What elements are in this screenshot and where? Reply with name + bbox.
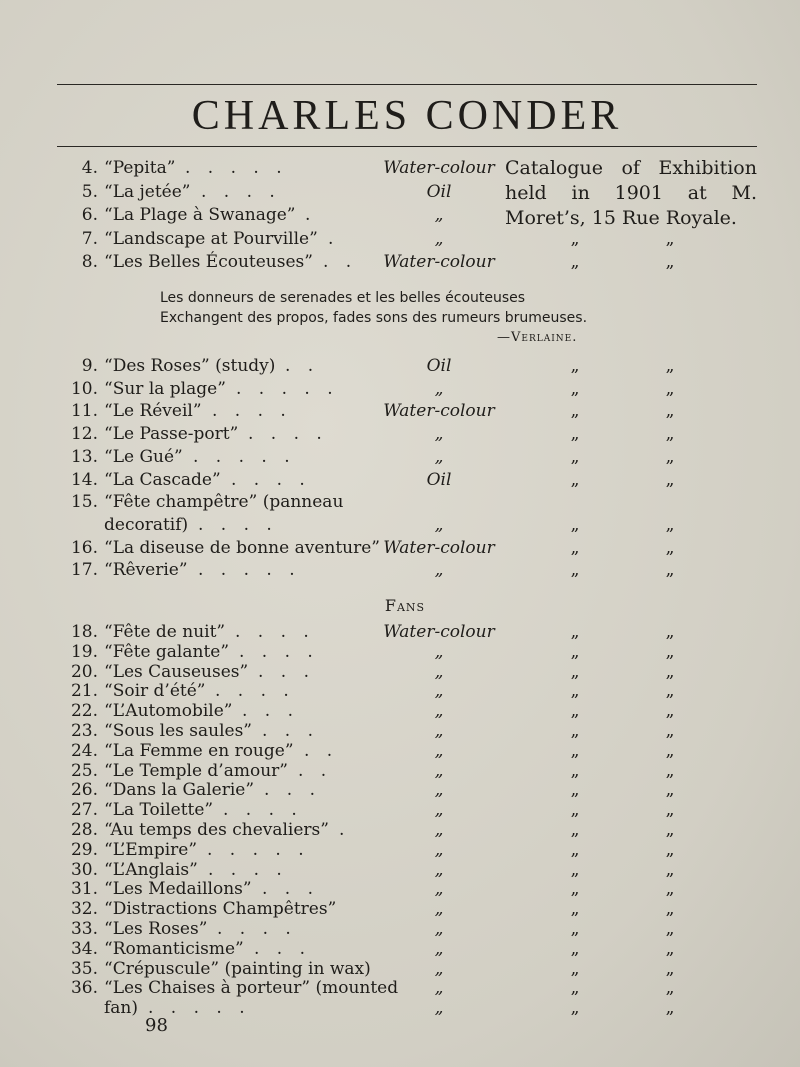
entry-medium: „ [434,998,444,1019]
entry-title: “Pepita” [104,158,176,178]
entry-number: 6. [81,205,98,225]
ditto-mark-col-4: „ [665,228,675,249]
entry-number: 30. [70,859,98,880]
ditto-mark-col-3: „ [570,537,580,558]
entry-number: 28. [70,820,98,840]
leader-dots: . . . . [248,424,328,445]
entry-number: 5. [81,181,98,202]
entry-number: 27. [70,800,98,821]
leader-dots: . . . [258,661,316,682]
entry-number: 32. [70,899,98,920]
ditto-mark-col-3: „ [570,356,580,376]
ditto-mark-col-4: „ [665,701,675,722]
entry-title: “L’Automobile” [104,701,233,722]
ditto-mark-col-3: „ [570,740,580,761]
entry-number: 31. [70,879,98,900]
ditto-mark-col-4: „ [665,469,675,490]
entry-medium: „ [434,681,444,702]
leader-dots: . . . . . [207,839,310,860]
entry-title: “Distractions Champêtres” [104,899,337,920]
entry-title: “Crépuscule” (painting in wax) [104,958,371,979]
entry-title: “Des Roses” (study) [104,356,276,376]
catalogue-entry [0,182,800,206]
ditto-mark-col-4: „ [665,998,675,1019]
ditto-mark-col-3: „ [570,446,580,467]
entry-number: 13. [70,446,98,467]
entry-title: “La Cascade” [104,469,221,490]
entry-number: 26. [70,780,98,801]
ditto-mark-col-4: „ [665,978,675,999]
quote-line-1: Les donneurs de serenades et les belles écouteuses [160,290,526,306]
leader-dots: . . . . [201,181,281,202]
leader-dots: . . . . [215,681,295,702]
leader-dots: . . . . [223,800,303,821]
ditto-mark-col-4: „ [665,780,675,801]
catalogue-entry [0,470,800,494]
ditto-mark-col-3: „ [570,721,580,741]
catalogue-entry [0,538,800,562]
entry-title: “L’Anglais” [104,859,198,880]
ditto-mark-col-3: „ [570,622,580,642]
leader-dots: . . [285,356,320,376]
entry-number: 7. [81,228,98,249]
entry-medium: „ [434,740,444,761]
catalogue-entry [0,401,800,425]
ditto-mark-col-4: „ [665,661,675,682]
leader-dots: . . . . . [193,446,296,467]
catalogue-entry [0,229,800,253]
entry-title: “La Toilette” [104,800,214,821]
catalogue-entry [0,356,800,380]
ditto-mark-col-4: „ [665,899,675,920]
leader-dots: . . . . [212,401,292,422]
entry-title: “La Femme en rouge” [104,740,294,761]
ditto-mark-col-3: „ [570,938,580,959]
entry-medium: Oil [426,356,452,376]
ditto-mark-col-3: „ [570,998,580,1019]
ditto-mark-col-3: „ [570,919,580,939]
ditto-mark-col-4: „ [665,859,675,880]
entry-medium: „ [434,641,444,662]
entry-medium: „ [434,978,444,999]
ditto-mark-col-4: „ [665,252,675,272]
entry-medium: „ [434,899,444,920]
entry-number: 15. [70,492,98,513]
catalogue-entry [0,424,800,448]
entry-number: 19. [70,641,98,662]
catalogue-entry [0,560,800,584]
leader-dots: . [339,820,351,840]
entry-title: “Au temps des chevaliers” [104,820,329,840]
leader-dots: . . . [242,701,300,722]
leader-dots: . . . [262,721,320,741]
entry-medium: „ [434,205,444,225]
entry-number: 29. [70,839,98,860]
leader-dots: . . [323,252,358,272]
entry-medium: „ [434,228,444,249]
quote-line-2: Exchangent des propos, fades sons des rumeurs brumeuses. [160,310,588,326]
entry-title: fan) [104,998,139,1019]
entry-number: 34. [70,938,98,959]
ditto-mark-col-3: „ [570,469,580,490]
leader-dots: . . . . [239,641,319,662]
page-heading: CHARLES CONDER [191,93,623,139]
entry-medium: „ [434,446,444,467]
entry-number: 33. [70,919,98,939]
entry-number: 17. [70,560,98,581]
ditto-mark-col-3: „ [570,859,580,880]
ditto-mark-col-3: „ [570,701,580,722]
exhibition-sidenote: Catalogue of Exhibition held in 1901 at M. Moret’s, 15 Rue Royale. [505,157,757,229]
ditto-mark-col-4: „ [665,740,675,761]
leader-dots: . . . . [198,514,278,535]
ditto-mark-col-4: „ [665,879,675,900]
leader-dots: . . [298,760,333,781]
ditto-mark-col-4: „ [665,958,675,979]
ditto-mark-col-4: „ [665,356,675,376]
entry-number: 11. [70,401,98,422]
ditto-mark-col-3: „ [570,820,580,840]
entry-medium: Oil [426,469,452,490]
entry-medium: „ [434,919,444,939]
entry-title: “Landscape at Pourville” [104,228,318,249]
catalogue-entry [0,158,800,182]
entry-medium: „ [434,820,444,840]
entry-number: 16. [70,537,98,558]
entry-title: decoratif) [104,514,189,535]
ditto-mark-col-3: „ [570,424,580,445]
ditto-mark-col-4: „ [665,424,675,445]
leader-dots: . . . [254,938,312,959]
ditto-mark-col-3: „ [570,661,580,682]
entry-medium: „ [434,780,444,801]
ditto-mark-col-3: „ [570,958,580,979]
entry-medium: „ [434,701,444,722]
ditto-mark-col-3: „ [570,681,580,702]
leader-dots: . . . . [217,919,297,939]
entry-title: “Le Temple d’amour” [104,760,288,781]
leader-dots: . . . . . [185,158,288,178]
ditto-mark-col-3: „ [570,514,580,535]
leader-dots: . . . . [208,859,288,880]
ditto-mark-col-3: „ [570,899,580,920]
leader-dots: . . . [262,879,320,900]
catalogue-entry [0,492,800,516]
ditto-mark-col-4: „ [665,919,675,939]
entry-medium: „ [434,424,444,445]
entry-medium: „ [434,859,444,880]
entry-title: “Romanticisme” [104,938,244,959]
entry-title: “La jetée” [104,181,191,202]
ditto-mark-col-4: „ [665,537,675,558]
entry-number: 18. [70,622,98,642]
entry-title: “Sous les saules” [104,721,252,741]
ditto-mark-col-3: „ [570,760,580,781]
entry-number: 9. [81,356,98,376]
entry-medium: „ [434,721,444,741]
ditto-mark-col-3: „ [570,378,580,399]
leader-dots: . [328,228,340,249]
entry-title: “Le Passe-port” [104,424,239,445]
entry-number: 8. [81,252,98,272]
entry-number: 24. [70,740,98,761]
leader-dots: . . . . . [198,560,301,581]
entry-number: 22. [70,701,98,722]
entry-title: “Les Belles Écouteuses” [104,252,313,272]
heading-rule [57,146,757,147]
quote-attribution: —Verlaine. [497,330,578,345]
entry-number: 14. [70,469,98,490]
entry-title: “La Plage à Swanage” [104,205,296,225]
catalogue-entry [0,515,800,539]
leader-dots: . [305,205,317,225]
entry-number: 4. [81,158,98,178]
ditto-mark-col-4: „ [665,681,675,702]
ditto-mark-col-4: „ [665,800,675,821]
entry-title: “Fête champêtre” (panneau [104,492,344,513]
catalogue-entry [0,998,800,1022]
entry-number: 35. [70,958,98,979]
ditto-mark-col-4: „ [665,446,675,467]
entry-title: “Les Medaillons” [104,879,252,900]
entry-number: 21. [70,681,98,702]
entry-title: “L’Empire” [104,839,198,860]
top-rule [57,84,757,85]
ditto-mark-col-3: „ [570,641,580,662]
ditto-mark-col-4: „ [665,514,675,535]
leader-dots: . . . . . [148,998,251,1019]
section-heading-fans: Fans [384,596,426,615]
entry-medium: Water-colour [383,401,495,422]
entry-medium: „ [434,839,444,860]
entry-medium: Oil [426,181,452,202]
catalogue-entry [0,205,800,229]
catalogue-entry [0,252,800,276]
ditto-mark-col-4: „ [665,839,675,860]
ditto-mark-col-4: „ [665,641,675,662]
entry-medium: Water-colour [383,537,495,558]
leader-dots: . . . [264,780,322,801]
entry-number: 20. [70,661,98,682]
ditto-mark-col-4: „ [665,938,675,959]
catalogue-entry [0,379,800,403]
entry-title: “Fête de nuit” [104,622,226,642]
leader-dots: . . . . . [236,378,339,399]
entry-number: 10. [70,378,98,399]
entry-title: “Rêverie” [104,560,188,581]
entry-medium: „ [434,800,444,821]
ditto-mark-col-4: „ [665,378,675,399]
ditto-mark-col-3: „ [570,839,580,860]
ditto-mark-col-3: „ [570,252,580,272]
ditto-mark-col-3: „ [570,780,580,801]
ditto-mark-col-3: „ [570,978,580,999]
entry-medium: Water-colour [383,252,495,272]
entry-medium: „ [434,378,444,399]
ditto-mark-col-4: „ [665,560,675,581]
entry-medium: „ [434,661,444,682]
entry-number: 25. [70,760,98,781]
entry-number: 23. [70,721,98,741]
entry-title: “Le Gué” [104,446,183,467]
entry-medium: Water-colour [383,622,495,642]
entry-title: “Fête galante” [104,641,230,662]
entry-title: “Les Chaises à porteur” (mounted [104,978,399,999]
ditto-mark-col-3: „ [570,560,580,581]
page-number: 98 [145,1015,168,1036]
entry-title: “Les Roses” [104,919,208,939]
entry-medium: „ [434,560,444,581]
ditto-mark-col-3: „ [570,228,580,249]
leader-dots: . . . . [231,469,311,490]
entry-title: “Le Réveil” [104,401,202,422]
entry-medium: „ [434,760,444,781]
ditto-mark-col-3: „ [570,800,580,821]
catalogue-entry [0,447,800,471]
leader-dots: . . . . [235,622,315,642]
entry-medium: „ [434,879,444,900]
ditto-mark-col-4: „ [665,721,675,741]
ditto-mark-col-4: „ [665,820,675,840]
entry-title: “Dans la Galerie” [104,780,255,801]
ditto-mark-col-4: „ [665,401,675,422]
entry-title: “Sur la plage” [104,378,226,399]
entry-title: “Soir d’été” [104,681,206,702]
entry-number: 36. [70,978,98,999]
entry-medium: Water-colour [383,158,495,178]
entry-medium: „ [434,938,444,959]
ditto-mark-col-4: „ [665,622,675,642]
ditto-mark-col-3: „ [570,401,580,422]
leader-dots: . . [304,740,339,761]
ditto-mark-col-3: „ [570,879,580,900]
entry-medium: „ [434,514,444,535]
entry-medium: „ [434,958,444,979]
entry-title: “Les Causeuses” [104,661,249,682]
ditto-mark-col-4: „ [665,760,675,781]
entry-title: “La diseuse de bonne aventure” [104,537,380,558]
entry-number: 12. [70,424,98,445]
